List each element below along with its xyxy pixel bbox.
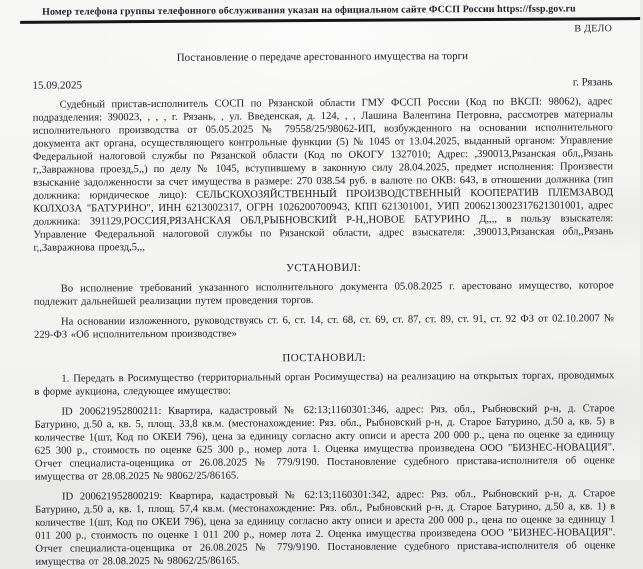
document-title: Постановление о передаче арестованного имущества на торги xyxy=(176,50,469,64)
legal-basis-paragraph: На основании изложенного, руководствуясь ст. 6, ст. 14, ст. 68, ст. 69, ст. 87, ст. 89, ст. 91, ст. 92 ФЗ от 02.10.2007 № 229-ФЗ «Об исполнительном производстве» xyxy=(34,313,614,341)
intro-paragraph: Судебный пристав-исполнитель СОСП по Рязанской области ГМУ ФССП России (Код по ВКСП: 98062), адрес подразделения: 390023, , , , г. Рязань, , ул. Введенская, д. 124, , , Лашина Валентина Петровна, рассмотрев материалы исполнительного производства от 05.05.2025 № 79558/25/98062-ИП, возбужденного на основании исполнительного документа акт органа, осуществляющего контрольные функции (5) № 1045 от 13.04.2025, выданный органом: Управление Федеральной налоговой службы по Рязанской области (Код по ОКОГУ 1327010; Адрес: ,390013,Рязанская обл,,Рязань г,,Завражнова проезд,5,,) по делу № 1045, вступившему в законную силу 28.04.2025, предмет исполнения: Произвести взыскание задолженности за счет имущества в размере: 270 038.54 руб. в валюте по ОКВ: 643, в отношении должника (тип должника: юридическое лицо): СЕЛЬСКОХОЗЯЙСТВЕННЫЙ ПРОИЗВОДСТВЕННЫЙ КООПЕРАТИВ ПЛЕМЗАВОД КОЛХОЗА "БАТУРИНО", ИНН 6213002317, ОГРН 1026200700943, КПП 621301001, УИП 2006213002317621301001, адрес должника: 391129,РОССИЯ,РЯЗАНСКАЯ ОБЛ,РЫБНОВСКИЙ Р-Н,,НОВОЕ БАТУРИНО Д,,,, в пользу взыскателя: Управление Федеральной налоговой службы по Рязанской области, адрес взыскателя: ,390013,Рязанская обл,,Рязань г,,Завражнова проезд,5,,, xyxy=(32,96,614,254)
ustanovil-heading: УСТАНОВИЛ: xyxy=(286,261,362,275)
document-city: г. Рязань xyxy=(572,76,613,89)
postanovil-heading: ПОСТАНОВИЛ: xyxy=(282,351,367,365)
ustanovil-paragraph: Во исполнение требований указанного исполнительного документа 05.08.2025 г. арестовано имущество, которое подлежит дальнейшей реализации путем проведения торгов. xyxy=(33,280,614,308)
property-lot-1: ID 200621952800211: Квартира, кадастровый № 62:13;1160301:346, адрес: Ряз. обл., Рыбновский р-н, д. Старое Батурино, д.50 а, кв. 5, площ. 33,8 кв.м. (местонахождение: Ряз. обл., Рыбновский р-н, д. Старое Батурино, д.50 а, кв. 5) в количестве 1(шт, Код по ОКЕИ 796), цена за единицу согласно акту описи и ареста 200 000 р., цена по оценке за единицу 625 300 р., стоимость по оценке 625 300 р., номер лота 1. Оценка имущества произведена ООО "БИЗНЕС-НОВАЦИЯ". Отчет специалиста-оценщика от 26.08.2025 № 779/9190. Постановление судебного пристава-исполнителя об оценке имущества от 28.08.2025 № 98062/25/86165. xyxy=(34,403,615,483)
document-date: 15.09.2025 xyxy=(32,79,83,92)
property-lot-2: ID 200621952800219: Квартира, кадастровый № 62:13;1160301:342, адрес: Ряз. обл., Рыбновский р-н, д. Старое Батурино, д.50 а, кв. 1, площ. 57,4 кв.м. (местонахождение: Ряз. обл., Рыбновский р-н, д. Старое Батурино, д.50 а, кв. 1) в количестве 1(шт, Код по ОКЕИ 796), цена за единицу согласно акту описи и ареста 200 000 р., цена по оценке за единицу 1 011 200 р., стоимость по оценке 1 011 200 р., номер лота 2. Оценка имущества произведена ООО "БИЗНЕС-НОВАЦИЯ". Отчет специалиста-оценщика от 26.08.2025 № 779/9190. Постановление судебного пристава-исполнителя об оценке имущества от 28.08.2025 № 98062/25/86165. xyxy=(35,488,616,568)
in-case-mark: В ДЕЛО xyxy=(574,23,613,35)
date-city-row xyxy=(32,76,612,92)
header-notice: Номер телефона группы телефонного обслуживания указан на официальном сайте ФССП России https://fssp.gov.ru xyxy=(20,2,640,24)
resolution-item-1: 1. Передать в Росимущество (территориальный орган Росимущества) на реализацию на открытых торгах, проводимых в форме аукциона, следующее имущество: xyxy=(34,370,615,398)
